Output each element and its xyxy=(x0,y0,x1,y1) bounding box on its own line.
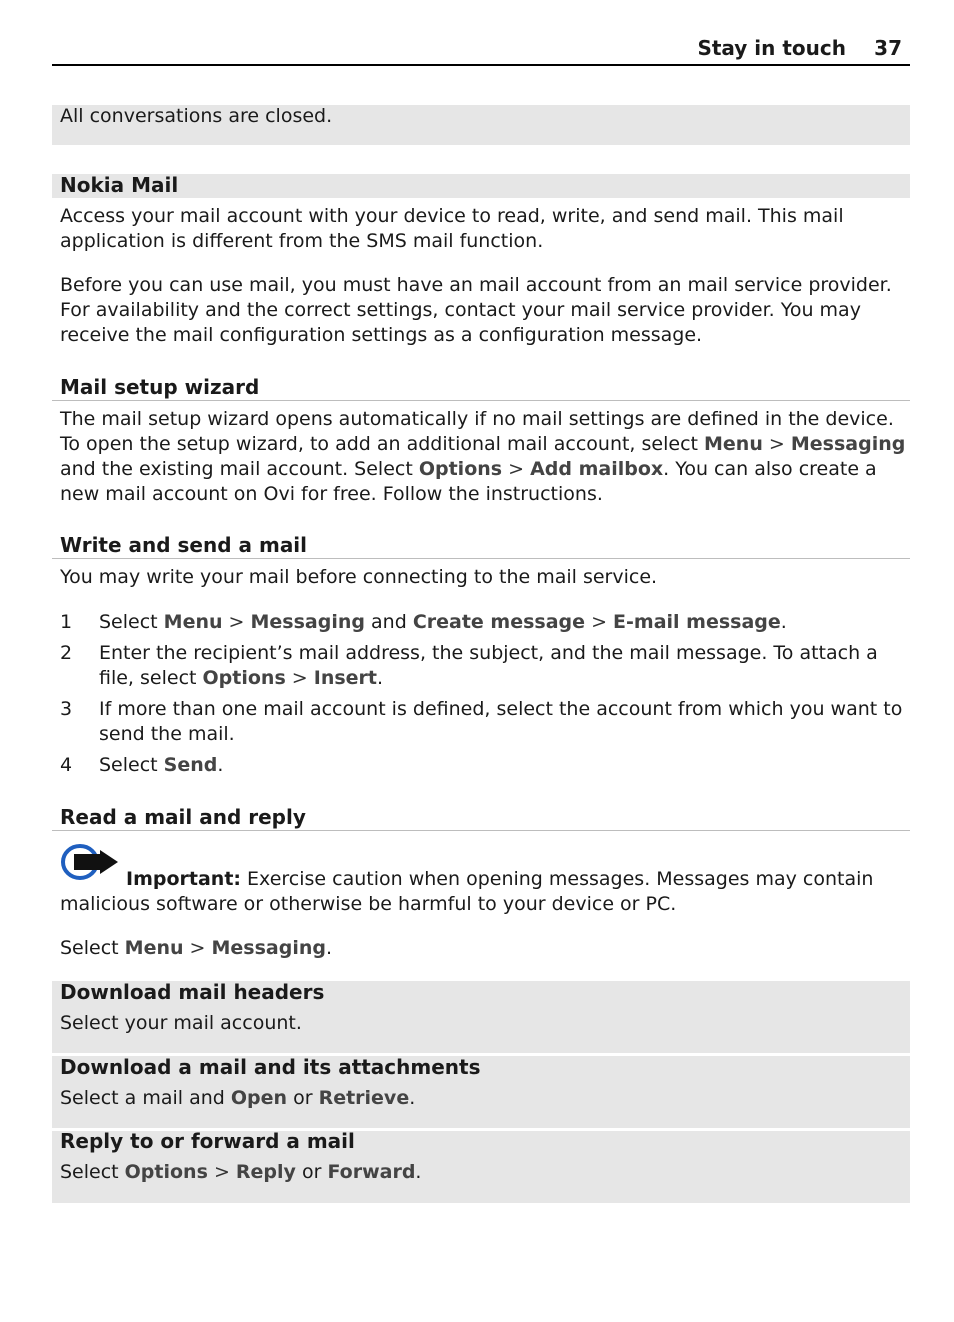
reply-link[interactable]: Reply xyxy=(235,1161,296,1183)
nokia-mail-requirements: Before you can use mail, you must have an mail account from an mail service provider. For availability and the correct settings, contact your mail service provider. You may receive the mail configuration settings as a configuration message. xyxy=(60,274,892,346)
step-4 xyxy=(0,753,954,778)
step-text-part: Enter the recipient’s mail address, the subject, and the mail message. To attach a file, select xyxy=(99,642,878,689)
step-1 xyxy=(0,610,954,635)
important-text: Exercise caution when opening messages. Messages may contain malicious software or otherwise be harmful to your device or PC. xyxy=(60,868,874,915)
options-link[interactable]: Options xyxy=(202,667,286,689)
closed-note: All conversations are closed. xyxy=(60,105,333,127)
step-text-part: and xyxy=(365,611,413,633)
messaging-link[interactable]: Messaging xyxy=(211,937,326,959)
step-text xyxy=(99,641,909,691)
path-separator: > xyxy=(222,611,251,633)
download-attachments-title: Download a mail and its attachments xyxy=(60,1055,481,1079)
create-message-link[interactable]: Create message xyxy=(412,611,586,633)
box-text: Select xyxy=(60,1161,125,1183)
reply-forward-text xyxy=(60,1160,910,1185)
step-number: 1 xyxy=(60,611,73,633)
path-separator: > xyxy=(762,433,791,455)
step-2 xyxy=(0,641,954,691)
nokia-mail-intro: Access your mail account with your device to read, write, and send mail. This mail application is different from the SMS mail function. xyxy=(60,205,844,252)
read-title: Read a mail and reply xyxy=(60,805,306,829)
menu-link[interactable]: Menu xyxy=(163,611,223,633)
write-divider xyxy=(52,558,910,559)
options-link[interactable]: Options xyxy=(124,1161,208,1183)
step-text xyxy=(99,753,909,778)
wizard-text-2: and the existing mail account. Select xyxy=(60,458,419,480)
read-text: Select xyxy=(60,937,125,959)
step-text-part: . xyxy=(217,754,224,776)
box-text: . xyxy=(415,1161,422,1183)
page-header xyxy=(52,36,910,66)
path-separator: > xyxy=(285,667,314,689)
insert-link[interactable]: Insert xyxy=(313,667,378,689)
menu-link[interactable]: Menu xyxy=(124,937,184,959)
wizard-title: Mail setup wizard xyxy=(60,375,260,399)
path-separator: > xyxy=(502,458,531,480)
wizard-text-1: The mail setup wizard opens automatically if no mail settings are defined in the device. To open the setup wizard, to add an additional mail account, select xyxy=(60,408,894,455)
wizard-divider xyxy=(52,400,910,401)
page-number: 37 xyxy=(874,36,902,60)
path-separator: > xyxy=(207,1161,236,1183)
path-separator: > xyxy=(183,937,212,959)
options-link[interactable]: Options xyxy=(418,458,503,480)
step-text-part: . xyxy=(780,611,787,633)
wizard-text-3: . You can also create a new mail account on Ovi for free. Follow the instructions. xyxy=(60,458,877,505)
download-headers-text: Select your mail account. xyxy=(60,1012,302,1034)
step-text-part: . xyxy=(377,667,384,689)
retrieve-link[interactable]: Retrieve xyxy=(318,1087,410,1109)
step-number: 4 xyxy=(60,754,73,776)
add-mailbox-link[interactable]: Add mailbox xyxy=(530,458,664,480)
path-separator: > xyxy=(585,611,614,633)
section-title: Stay in touch xyxy=(697,36,846,60)
nokia-mail-title: Nokia Mail xyxy=(60,173,179,197)
read-instruction xyxy=(60,936,910,961)
reply-forward-title: Reply to or forward a mail xyxy=(60,1129,355,1153)
write-title: Write and send a mail xyxy=(60,533,308,557)
download-attachments-text xyxy=(60,1086,910,1111)
step-3 xyxy=(0,697,954,747)
step-text-part: Select xyxy=(99,611,164,633)
messaging-link[interactable]: Messaging xyxy=(790,433,906,455)
box-text: or xyxy=(287,1087,319,1109)
step-text: If more than one mail account is defined, select the account from which you want to send the mail. xyxy=(99,698,903,745)
read-divider xyxy=(52,830,910,831)
wizard-text xyxy=(60,407,910,507)
step-text xyxy=(99,610,909,635)
step-text-part: Select xyxy=(99,754,164,776)
box-text: Select a mail and xyxy=(60,1087,231,1109)
read-text-end: . xyxy=(326,937,333,959)
box-text: or xyxy=(295,1161,328,1183)
step-number: 2 xyxy=(60,642,73,664)
download-headers-title: Download mail headers xyxy=(60,980,325,1004)
box-text: . xyxy=(409,1087,416,1109)
step-number: 3 xyxy=(60,698,73,720)
forward-link[interactable]: Forward xyxy=(327,1161,416,1183)
write-intro: You may write your mail before connecting to the mail service. xyxy=(60,566,658,588)
email-message-link[interactable]: E-mail message xyxy=(613,611,781,633)
menu-link[interactable]: Menu xyxy=(704,433,763,455)
send-link[interactable]: Send xyxy=(163,754,218,776)
open-link[interactable]: Open xyxy=(230,1087,288,1109)
important-notice xyxy=(60,867,910,917)
messaging-link[interactable]: Messaging xyxy=(250,611,365,633)
important-label: Important: xyxy=(126,868,242,890)
